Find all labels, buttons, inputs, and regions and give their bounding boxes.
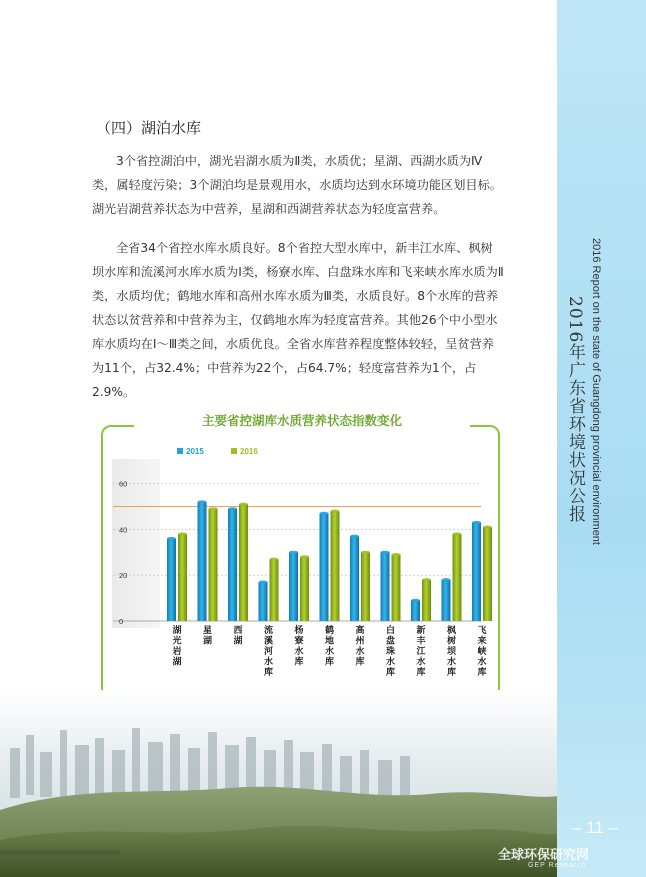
report-title-zh: 2016年广东省环境状况公报	[565, 296, 585, 524]
y-tick-label: 40	[119, 525, 128, 535]
bar-cap	[472, 521, 481, 524]
x-category-label: 鹤地水库	[324, 626, 335, 668]
chart-title: 主要省控湖库水质营养状态指数变化	[201, 413, 402, 428]
bar-2015	[198, 502, 207, 621]
bar-cap	[361, 551, 370, 554]
bar-2015	[167, 539, 176, 621]
bar-2015	[228, 509, 237, 621]
chart-svg	[101, 425, 496, 694]
bar-2015	[259, 582, 268, 621]
bar-cap	[350, 535, 359, 538]
bar-cap	[392, 553, 401, 556]
bar-cap	[483, 526, 492, 529]
bar-2016	[270, 559, 279, 621]
x-category-label: 高州水库	[355, 626, 365, 668]
bar-cap	[320, 512, 329, 515]
watermark-subtext: GEP Research	[528, 862, 587, 869]
y-tick-label: 60	[119, 479, 128, 489]
chart-title-container	[134, 410, 470, 429]
bar-cap	[442, 578, 451, 581]
bar-2016	[422, 580, 431, 621]
city-landscape-image	[0, 690, 557, 877]
bar-2016	[483, 527, 492, 621]
bar-cap	[381, 551, 390, 554]
bar-2015	[472, 523, 481, 621]
y-tick-label: 0	[119, 617, 124, 626]
bar-2016	[209, 509, 218, 621]
bar-cap	[289, 551, 298, 554]
x-category-label: 湖光岩湖	[172, 626, 182, 668]
legend-label-2016: 2016	[240, 447, 258, 456]
bar-2015	[381, 552, 390, 621]
bar-2016	[453, 534, 462, 621]
bar-cap	[259, 580, 268, 583]
legend-swatch-2016	[231, 448, 237, 454]
bar-cap	[270, 558, 279, 561]
bar-cap	[239, 503, 248, 506]
report-title-en: 2016 Report on the state of Guangdong provincial environment	[590, 238, 602, 545]
bar-2016	[239, 504, 248, 621]
x-category-label: 杨寮水库	[294, 626, 304, 668]
bar-2015	[411, 600, 420, 621]
paragraph-reservoirs: 全省34个省控水库水质良好。8个省控大型水库中，新丰江水库、枫树坝水库和流溪河水库水质为Ⅰ类，杨寮水库、白盘珠水库和飞来峡水库水质为Ⅱ类，水质均优；鹤地水库和高州水库水质为Ⅲ类，水质良好。8个水库的营养状态以贫营养和中营养为主，仅鹤地水库为轻度富营养。其他26个中小型水库水质均在Ⅰ～Ⅲ类之间，水质优良。全省水库营养程度整体较轻，呈贫营养为11个，占32.4%；中营养为22个，占64.7%；轻度富营养为1个，占2.9%。	[92, 241, 504, 399]
legend-label-2015: 2015	[186, 447, 204, 456]
bar-cap	[331, 509, 340, 512]
watermark-logo-text: 全球环保研究网	[498, 848, 590, 863]
page-number: – 11 –	[572, 818, 619, 837]
bar-cap	[300, 555, 309, 558]
section-title: （四）湖泊水库	[96, 119, 202, 137]
bar-cap	[167, 537, 176, 540]
legend-swatch-2015	[177, 448, 183, 454]
paragraph-lakes: 3个省控湖泊中，湖光岩湖水质为Ⅱ类，水质优；星湖、西湖水质为Ⅳ类，属轻度污染；3个湖泊均是景观用水，水质均达到水环境功能区划目标。湖光岩湖营养状态为中营养，星湖和西湖营养状态为轻度富营养。	[92, 154, 502, 216]
x-category-label: 星湖	[202, 626, 213, 647]
y-tick-label: 20	[119, 571, 128, 581]
bar-2015	[442, 580, 451, 621]
bar-cap	[411, 599, 420, 602]
bar-cap	[228, 507, 237, 510]
bar-2016	[361, 552, 370, 621]
bar-2016	[300, 557, 309, 621]
x-category-label: 新丰江水库	[416, 626, 426, 678]
bar-2015	[320, 513, 329, 621]
x-category-label: 飞来峡水库	[477, 626, 487, 678]
bar-cap	[198, 500, 207, 503]
bar-2015	[289, 552, 298, 621]
bar-cap	[209, 507, 218, 510]
bar-cap	[178, 532, 187, 535]
bar-2015	[350, 536, 359, 621]
x-category-label: 西湖	[233, 626, 243, 647]
bar-cap	[422, 578, 431, 581]
bar-2016	[392, 555, 401, 621]
x-category-label: 白盘珠水库	[385, 626, 396, 678]
bar-2016	[331, 511, 340, 621]
bar-2016	[178, 534, 187, 621]
x-category-label: 枫树坝水库	[446, 626, 457, 678]
x-category-label: 流溪河水库	[263, 626, 274, 678]
bar-cap	[453, 532, 462, 535]
